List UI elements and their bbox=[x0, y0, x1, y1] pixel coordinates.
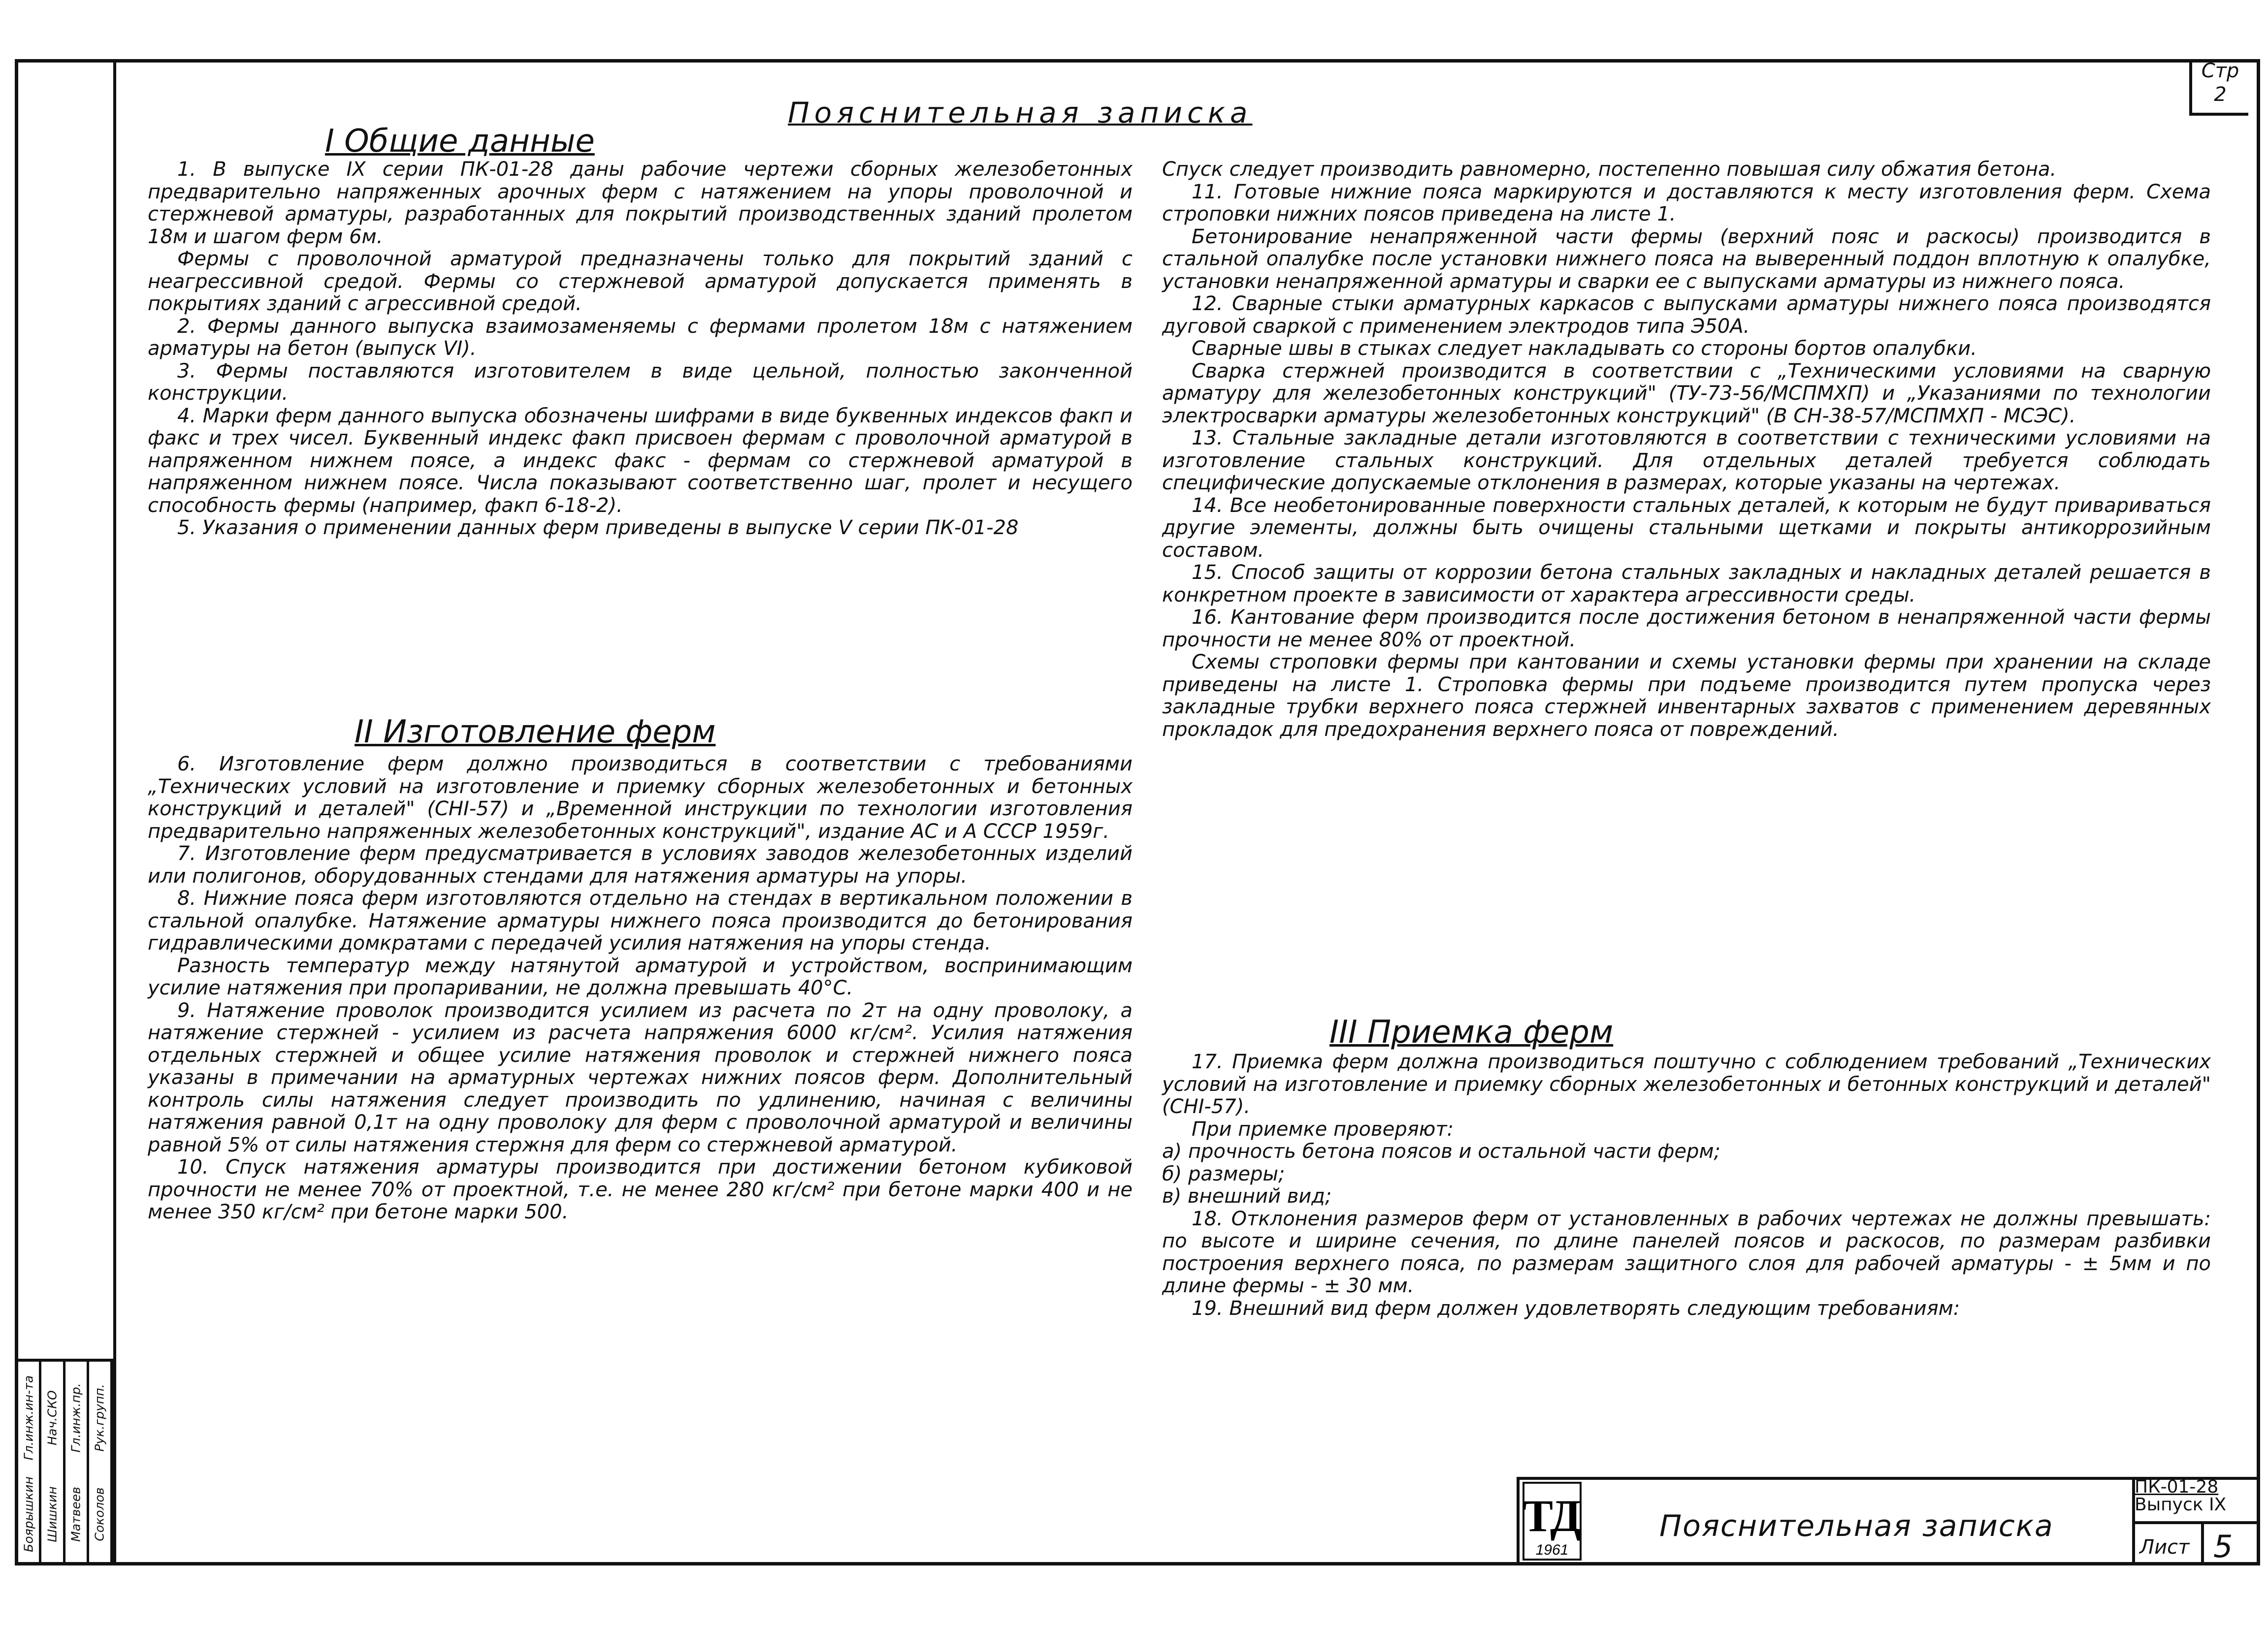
signature-name: Матвеев bbox=[68, 1487, 83, 1542]
paragraph: 6. Изготовление ферм должно производиться в соответствии с требованиями „Технических условий на изготовление и приемку сборных железобетонных и бетонных конструкций и деталей" (СНI-57) и „Временной инструкции по технологии изготовления предварительно напряженных железобетонных конструкций", издание АС и А СССР 1959г. bbox=[148, 753, 1133, 843]
signature-name: Соколов bbox=[92, 1487, 107, 1541]
paragraph: 9. Натяжение проволок производится усилием из расчета по 2т на одну проволоку, а натяжение стержней - усилием из расчета напряжения 6000 кг/см². Усилия натяжения отдельных стержней и общее усилие натяжения проволок и стержней нижнего пояса указаны в примечании на арматурных чертежах нижних поясов ферм. Дополнительный контроль силы натяжения следует производить по удлинению, начиная с величины натяжения равной 0,1т на одну проволоку для ферм с проволочной арматурой и величины равной 5% от силы натяжения стержня для ферм со стержневой арматурой. bbox=[148, 999, 1133, 1156]
page-label: Стр bbox=[2201, 60, 2239, 82]
signature-row bbox=[65, 1362, 89, 1563]
divider bbox=[2201, 1521, 2204, 1565]
list-item: в) внешний вид; bbox=[1162, 1185, 1332, 1208]
paragraph: 11. Готовые нижние пояса маркируются и доставляются к месту изготовления ферм. Схема строповки нижних поясов приведена на листе 1. bbox=[1162, 180, 2211, 225]
paragraph: Бетонирование ненапряженной части фермы (верхний пояс и раскосы) производится в стальной опалубке после установки нижнего пояса на выверенный поддон вплотную к опалубке, установки ненапряженной арматуры и сварки ее с выпусками арматуры из нижнего пояса. bbox=[1162, 225, 2211, 293]
sheet-number: 5 bbox=[2213, 1529, 2233, 1564]
paragraph: При приемке проверяют: bbox=[1192, 1117, 1454, 1141]
paragraph: 7. Изготовление ферм предусматривается в условиях заводов железобетонных изделий или полигонов, оборудованных стендами для натяжения арматуры на упоры. bbox=[148, 842, 1133, 888]
paragraph: 17. Приемка ферм должна производиться поштучно с соблюдением требований „Технических условий на изготовление и приемку сборных железобетонных и бетонных конструкций и деталей" (СНI-57). bbox=[1162, 1051, 2211, 1118]
section-heading-manufacturing: II Изготовление ферм bbox=[355, 714, 716, 750]
right-column-section-3 bbox=[1162, 1051, 2211, 1320]
paragraph: Сварные швы в стыках следует накладывать со стороны бортов опалубки. bbox=[1192, 337, 1977, 360]
release-number: Выпуск IX bbox=[2135, 1495, 2227, 1515]
paragraph: Фермы с проволочной арматурой предназначены только для покрытий зданий с неагрессивной средой. Фермы со стержневой арматурой допускается применять в покрытиях зданий с агрессивной средой. bbox=[148, 248, 1133, 315]
signature-role: Нач.СКО bbox=[45, 1390, 60, 1446]
signature-row bbox=[41, 1362, 65, 1563]
right-column-section-2 bbox=[1162, 159, 2211, 741]
paragraph: 5. Указания о применении данных ферм приведены в выпуске V серии ПК-01-28 bbox=[177, 516, 1019, 539]
logo-letters: ТД bbox=[1523, 1491, 1582, 1541]
signature-row bbox=[18, 1362, 41, 1563]
section-heading-general: I Общие данные bbox=[325, 123, 595, 160]
page-number-box bbox=[2189, 59, 2248, 116]
divider bbox=[2132, 1521, 2260, 1524]
paragraph: Сварка стержней производится в соответствии с „Техническими условиями на сварную арматуру для железобетонных конструкций" (ТУ-73-56/МСПМХП) и „Указаниями по технологии электросварки арматуры железобетонных конструкций" (В СН-38-57/МСПМХП - МСЭС). bbox=[1162, 359, 2211, 427]
paragraph: 18. Отклонения размеров ферм от установленных в рабочих чертежах не должны превышать: по высоте и ширине сечения, по длине панелей поясов и раскосов, по размерам разбивки построения верхнего пояса, по размерам защитного слоя для рабочей арматуры - ± 5мм и по длине фермы - ± 30 мм. bbox=[1162, 1207, 2211, 1297]
paragraph: Схемы строповки фермы при кантовании и схемы установки фермы при хранении на складе приведены на листе 1. Строповка фермы при подъеме производится путем пропуска через закладные трубки верхнего пояса стержней инвентарных захватов с применением деревянных прокладок для предохранения верхнего пояса от повреждений. bbox=[1162, 651, 2211, 741]
signature-block bbox=[15, 1359, 113, 1565]
binding-margin-rule bbox=[113, 59, 116, 1565]
paragraph: 3. Фермы поставляются изготовителем в виде цельной, полностью законченной конструкции. bbox=[148, 359, 1133, 405]
paragraph: 19. Внешний вид ферм должен удовлетворять следующим требованиям: bbox=[1192, 1297, 1960, 1320]
paragraph: 12. Сварные стыки арматурных каркасов с выпусками арматуры нижнего пояса производятся дуговой сваркой с применением электродов типа Э50А. bbox=[1162, 292, 2211, 338]
signature-role: Гл.инж.пр. bbox=[68, 1383, 83, 1453]
title-block-title: Пояснительная записка bbox=[1659, 1509, 2054, 1543]
paragraph: 8. Нижние пояса ферм изготовляются отдельно на стендах в вертикальном положении в стальной опалубке. Натяжение арматуры нижнего пояса производится до бетонирования гидравлическими домкратами с передачей усилия натяжения на упоры стенда. bbox=[148, 887, 1133, 955]
paragraph: 1. В выпуске IX серии ПК-01-28 даны рабочие чертежи сборных железобетонных предварительно напряженных арочных ферм с натяжением на упоры проволочной и стержневой арматуры, разработанных для покрытий производственных зданий пролетом 18м и шагом ферм 6м. bbox=[148, 158, 1133, 248]
paragraph: 13. Стальные закладные детали изготовляются в соответствии с техническими условиями на изготовление стальных конструкций. Для отдельных деталей требуется соблюдать специфические допускаемые отклонения в размерах, которые указаны на чертежах. bbox=[1162, 427, 2211, 494]
logo-year: 1961 bbox=[1535, 1542, 1569, 1558]
signature-name: Шишкин bbox=[45, 1486, 60, 1542]
page-number: 2 bbox=[2214, 83, 2227, 106]
paragraph: 14. Все необетонированные поверхности стальных деталей, к которым не будут привариваться другие элементы, должны быть очищены стальными щетками и покрыты антикоррозийным составом. bbox=[1162, 494, 2211, 562]
signature-role: Гл.инж.ин-та bbox=[21, 1375, 36, 1461]
list-item: б) размеры; bbox=[1162, 1162, 1285, 1185]
left-column-section-2 bbox=[148, 753, 1133, 1224]
paragraph: Разность температур между натянутой арматурой и устройством, воспринимающим усилие натяжения при пропаривании, не должна превышать 40°С. bbox=[148, 954, 1133, 999]
paragraph: 4. Марки ферм данного выпуска обозначены шифрами в виде буквенных индексов факп и факс и трех чисел. Буквенный индекс факп присвоен фермам с проволочной арматурой в напряженном нижнем поясе, а индекс факс - фермам со стержневой арматурой в напряженном нижнем поясе. Числа показывают соответственно шаг, пролет и несущего способность фермы (например, факп 6-18-2). bbox=[148, 404, 1133, 517]
signature-role: Рук.групп. bbox=[92, 1384, 107, 1452]
document-title: Пояснительная записка bbox=[788, 96, 1253, 129]
paragraph: 10. Спуск натяжения арматуры производится при достижении бетоном кубиковой прочности не менее 70% от проектной, т.е. не менее 280 кг/см² при бетоне марки 400 и не менее 350 кг/см² при бетоне марки 500. bbox=[148, 1156, 1133, 1223]
list-item: а) прочность бетона поясов и остальной части ферм; bbox=[1162, 1140, 1721, 1163]
sheet-label: Лист bbox=[2139, 1536, 2190, 1559]
left-column-section-1 bbox=[148, 159, 1133, 540]
paragraph: 2. Фермы данного выпуска взаимозаменяемы с фермами пролетом 18м с натяжением арматуры на бетон (выпуск VI). bbox=[148, 315, 1133, 360]
institute-logo bbox=[1523, 1482, 1582, 1561]
paragraph: 16. Кантование ферм производится после достижения бетоном в ненапряженной части фермы прочности не менее 80% от проектной. bbox=[1162, 606, 2211, 651]
signature-row bbox=[89, 1362, 110, 1563]
paragraph: Спуск следует производить равномерно, постепенно повышая силу обжатия бетона. bbox=[1162, 158, 2057, 181]
series-code: ПК-01-28 bbox=[2135, 1477, 2219, 1497]
signature-name: Боярышкин bbox=[21, 1476, 36, 1552]
paragraph: 15. Способ защиты от коррозии бетона стальных закладных и накладных деталей решается в конкретном проекте в зависимости от характера агрессивности среды. bbox=[1162, 561, 2211, 607]
section-heading-acceptance: III Приемка ферм bbox=[1329, 1014, 1614, 1051]
